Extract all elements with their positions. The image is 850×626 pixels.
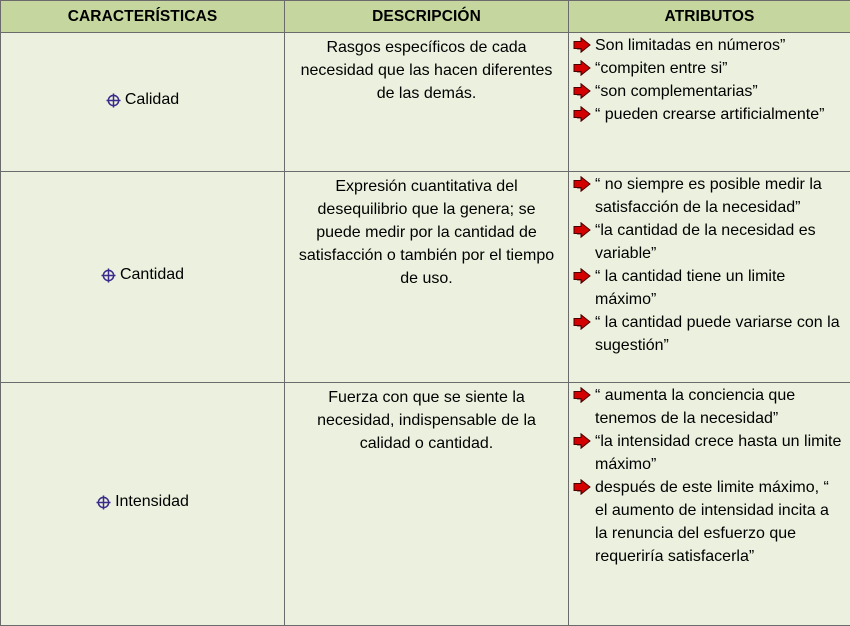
- characteristic-cell: [1, 33, 285, 172]
- attributes-cell: [569, 383, 850, 626]
- attribute-item: [595, 80, 844, 103]
- attribute-text: “ la cantidad puede variarse con la sugestión”: [595, 314, 840, 354]
- attribute-item: [595, 173, 844, 219]
- description-cell: Fuerza con que se siente la necesidad, indispensable de la calidad o cantidad.: [285, 383, 569, 626]
- attribute-item: [595, 265, 844, 311]
- attribute-text: “son complementarias”: [595, 83, 758, 100]
- red-arrow-right-icon: [573, 60, 591, 76]
- characteristic-label: Intensidad: [115, 493, 189, 511]
- attribute-text: “compiten entre si”: [595, 60, 728, 77]
- table-row: [1, 172, 850, 383]
- crosshair-target-icon: [101, 268, 116, 283]
- attribute-item: [595, 476, 844, 568]
- attribute-text: “ pueden crearse artificialmente”: [595, 106, 824, 123]
- red-arrow-right-icon: [573, 37, 591, 53]
- attribute-text: después de este limite máximo, “ el aumento de intensidad incita a la renuncia del esfuerzo que requeriría satisfacerla”: [595, 479, 829, 565]
- description-cell: Rasgos específicos de cada necesidad que las hacen diferentes de las demás.: [285, 33, 569, 172]
- attribute-item: [595, 34, 844, 57]
- attribute-item: [595, 57, 844, 80]
- characteristic-cell: [1, 172, 285, 383]
- description-cell: Expresión cuantitativa del desequilibrio que la genera; se puede medir por la cantidad de satisfacción o también por el tiempo de uso.: [285, 172, 569, 383]
- attribute-text: “la intensidad crece hasta un limite máximo”: [595, 433, 841, 473]
- attribute-text: “la cantidad de la necesidad es variable”: [595, 222, 816, 262]
- attribute-text: “ aumenta la conciencia que tenemos de la necesidad”: [595, 387, 795, 427]
- table-row: [1, 383, 850, 626]
- red-arrow-right-icon: [573, 387, 591, 403]
- header-attributes: ATRIBUTOS: [569, 1, 850, 33]
- table-row: [1, 33, 850, 172]
- red-arrow-right-icon: [573, 176, 591, 192]
- attribute-text: “ no siempre es posible medir la satisfacción de la necesidad”: [595, 176, 822, 216]
- red-arrow-right-icon: [573, 433, 591, 449]
- attribute-item: [595, 103, 844, 126]
- red-arrow-right-icon: [573, 314, 591, 330]
- red-arrow-right-icon: [573, 222, 591, 238]
- attributes-cell: [569, 172, 850, 383]
- red-arrow-right-icon: [573, 268, 591, 284]
- attribute-item: [595, 430, 844, 476]
- header-row: [1, 1, 850, 33]
- attribute-text: “ la cantidad tiene un limite máximo”: [595, 268, 785, 308]
- attributes-cell: [569, 33, 850, 172]
- attribute-text: Son limitadas en números”: [595, 37, 785, 54]
- header-characteristics: CARACTERÍSTICAS: [1, 1, 285, 33]
- attribute-item: [595, 311, 844, 357]
- attribute-item: [595, 384, 844, 430]
- header-description: DESCRIPCIÓN: [285, 1, 569, 33]
- characteristic-cell: [1, 383, 285, 626]
- red-arrow-right-icon: [573, 106, 591, 122]
- red-arrow-right-icon: [573, 479, 591, 495]
- attribute-item: [595, 219, 844, 265]
- crosshair-target-icon: [96, 495, 111, 510]
- characteristic-label: Cantidad: [120, 266, 184, 284]
- crosshair-target-icon: [106, 93, 121, 108]
- red-arrow-right-icon: [573, 83, 591, 99]
- characteristic-label: Calidad: [125, 91, 179, 109]
